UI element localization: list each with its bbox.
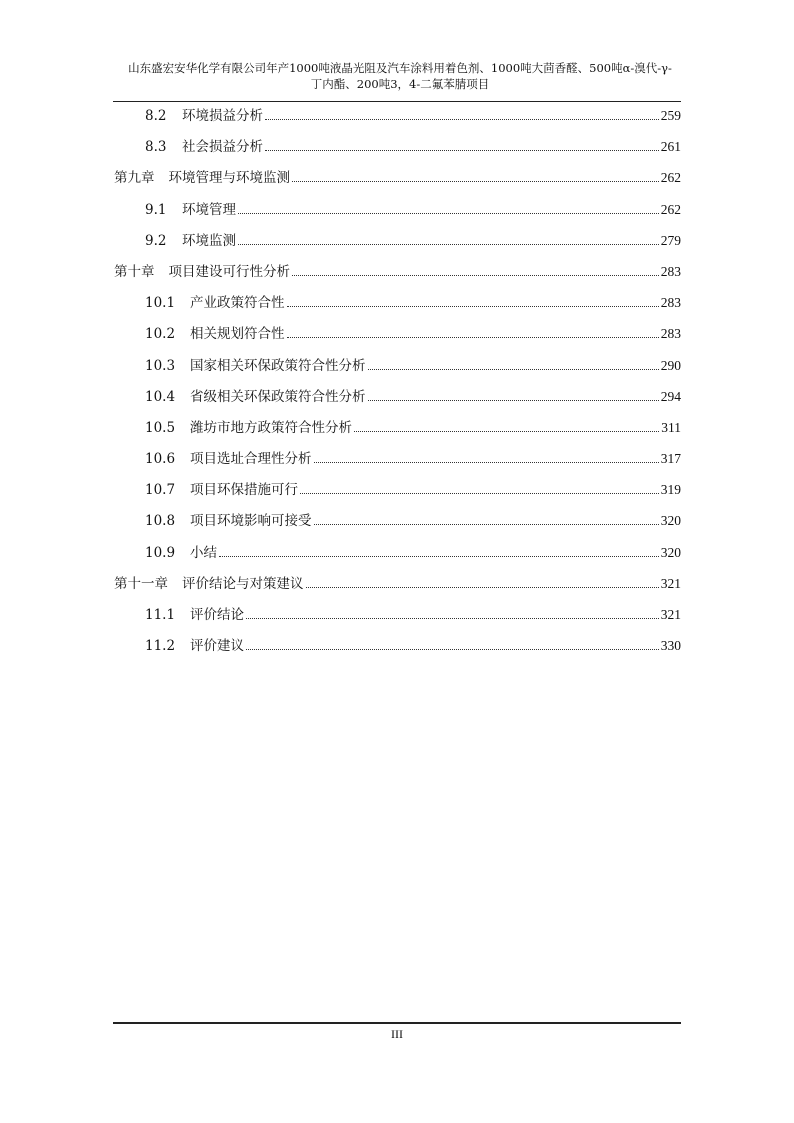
- toc-number: 10.1: [145, 295, 176, 312]
- toc-entry[interactable]: [114, 292, 681, 323]
- toc-title: 项目选址合理性分析: [190, 451, 312, 468]
- toc-title: 环境管理: [182, 201, 236, 218]
- table-of-contents: [114, 105, 681, 666]
- toc-page: 321: [660, 607, 681, 622]
- toc-leader-dots: [287, 292, 659, 307]
- toc-number: 第十章: [114, 263, 155, 280]
- toc-title: 小结: [190, 544, 217, 561]
- toc-entry[interactable]: [114, 635, 681, 666]
- toc-leader-dots: [246, 635, 659, 650]
- toc-leader-dots: [292, 261, 659, 276]
- toc-number: 10.7: [145, 482, 176, 499]
- toc-title: 省级相关环保政策符合性分析: [190, 388, 366, 405]
- toc-title: 评价建议: [190, 638, 244, 655]
- toc-number: 10.3: [145, 357, 176, 374]
- toc-leader-dots: [265, 136, 659, 151]
- toc-leader-dots: [354, 417, 659, 432]
- toc-number: 10.5: [145, 419, 176, 436]
- toc-page: 262: [660, 170, 681, 186]
- toc-leader-dots: [292, 167, 659, 182]
- toc-number: 8.3: [145, 139, 167, 156]
- toc-page: 279: [660, 232, 681, 248]
- toc-title: 环境管理与环境监测: [168, 170, 290, 187]
- header-rule: [113, 101, 681, 102]
- toc-title: 项目建设可行性分析: [168, 263, 290, 280]
- toc-number: 9.2: [145, 232, 167, 249]
- toc-leader-dots: [238, 199, 659, 214]
- toc-entry[interactable]: [114, 230, 681, 261]
- toc-page: 330: [660, 638, 681, 654]
- toc-entry[interactable]: [114, 199, 681, 230]
- running-header: [100, 60, 700, 92]
- toc-page: 283: [660, 263, 681, 279]
- toc-title: 评价结论与对策建议: [182, 575, 304, 592]
- toc-entry[interactable]: [114, 261, 681, 292]
- toc-leader-dots: [314, 448, 659, 463]
- toc-number: 11.1: [145, 607, 176, 623]
- toc-page: 294: [660, 388, 681, 404]
- toc-number: 10.6: [145, 451, 176, 468]
- toc-number: 第十一章: [114, 575, 168, 592]
- toc-number: 11.2: [145, 638, 176, 655]
- toc-leader-dots: [238, 230, 659, 245]
- toc-leader-dots: [287, 323, 659, 338]
- toc-leader-dots: [246, 604, 659, 619]
- toc-leader-dots: [300, 479, 659, 494]
- toc-entry[interactable]: [114, 542, 681, 573]
- toc-page: 320: [660, 513, 681, 529]
- toc-leader-dots: [368, 386, 659, 401]
- toc-number: 10.8: [145, 513, 176, 530]
- toc-page: 259: [660, 108, 681, 123]
- header-line-2: 丁内酯、200吨3，4-二氟苯腈项目: [310, 77, 490, 91]
- page-number: III: [391, 1027, 403, 1041]
- header-line-1: 山东盛宏安华化学有限公司年产1000吨液晶光阻及汽车涂料用着色剂、1000吨大茴香醛、500吨α-溴代-γ-: [128, 61, 672, 75]
- toc-leader-dots: [219, 542, 659, 557]
- toc-entry[interactable]: [114, 448, 681, 479]
- toc-page: 283: [660, 295, 681, 311]
- toc-page: 317: [660, 451, 681, 467]
- toc-title: 国家相关环保政策符合性分析: [190, 357, 366, 374]
- toc-page: 319: [660, 482, 681, 498]
- toc-number: 10.4: [145, 388, 176, 405]
- toc-entry[interactable]: [114, 386, 681, 417]
- toc-title: 项目环境影响可接受: [190, 513, 312, 530]
- toc-entry[interactable]: [114, 355, 681, 386]
- toc-page: 311: [661, 419, 681, 435]
- footer-rule: [113, 1022, 681, 1024]
- toc-page: 321: [660, 575, 681, 591]
- toc-entry[interactable]: [114, 510, 681, 541]
- toc-page: 262: [660, 201, 681, 217]
- toc-entry[interactable]: [114, 479, 681, 510]
- toc-number: 第九章: [114, 170, 155, 187]
- toc-number: 8.2: [145, 108, 167, 124]
- toc-page: 320: [660, 544, 681, 560]
- toc-entry[interactable]: [114, 604, 681, 635]
- toc-entry[interactable]: [114, 105, 681, 136]
- toc-leader-dots: [306, 573, 659, 588]
- toc-title: 项目环保措施可行: [190, 482, 298, 499]
- toc-title: 环境损益分析: [182, 108, 263, 124]
- toc-page: 261: [660, 139, 681, 155]
- toc-title: 产业政策符合性: [190, 295, 285, 312]
- toc-page: 283: [660, 326, 681, 342]
- toc-leader-dots: [314, 510, 659, 525]
- toc-entry[interactable]: [114, 417, 681, 448]
- toc-page: 290: [660, 357, 681, 373]
- toc-entry[interactable]: [114, 167, 681, 198]
- toc-leader-dots: [368, 355, 659, 370]
- toc-leader-dots: [265, 105, 659, 120]
- toc-title: 环境监测: [182, 232, 236, 249]
- toc-title: 社会损益分析: [182, 139, 263, 156]
- toc-entry[interactable]: [114, 573, 681, 604]
- toc-number: 10.2: [145, 326, 176, 343]
- toc-title: 潍坊市地方政策符合性分析: [190, 419, 352, 436]
- toc-title: 评价结论: [190, 607, 244, 623]
- toc-entry[interactable]: [114, 323, 681, 354]
- toc-entry[interactable]: [114, 136, 681, 167]
- toc-title: 相关规划符合性: [190, 326, 285, 343]
- toc-number: 9.1: [145, 201, 167, 218]
- toc-number: 10.9: [145, 544, 176, 561]
